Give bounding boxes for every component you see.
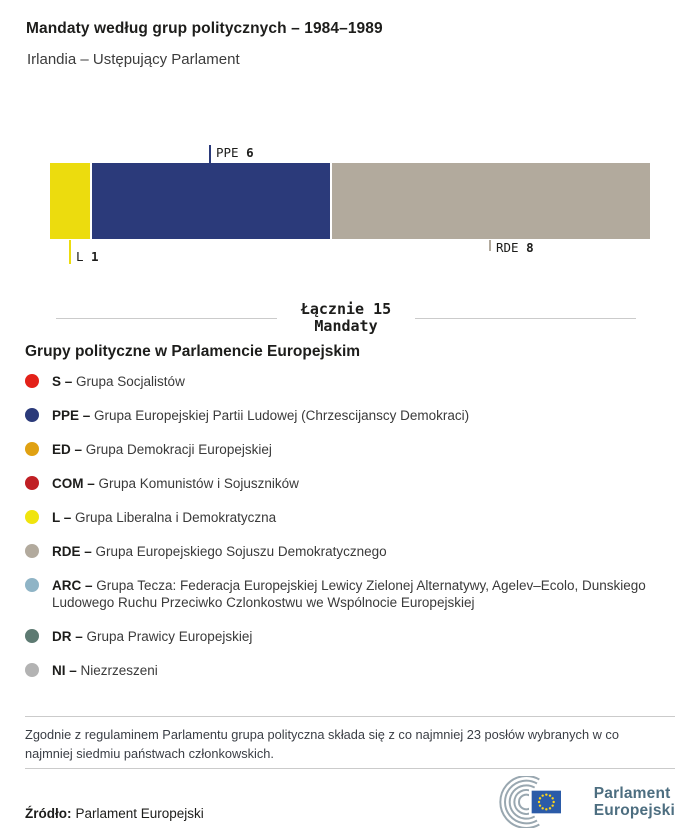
stacked-bar xyxy=(50,163,650,239)
total-seats-line2: Mandaty xyxy=(314,317,378,335)
bar-annotation-ppe xyxy=(209,145,254,163)
chart-area xyxy=(50,145,650,270)
legend-item-arc xyxy=(25,577,673,611)
european-parliament-logo[interactable] xyxy=(497,776,675,828)
legend-item-com xyxy=(25,475,673,492)
bar-segment-ppe[interactable] xyxy=(92,163,330,239)
legend-item-ni xyxy=(25,662,673,679)
bar-annotation-l xyxy=(69,240,99,264)
legend-label: S – Grupa Socjalistów xyxy=(52,374,185,389)
legend-label: RDE – Grupa Europejskiego Sojuszu Demokratycznego xyxy=(52,544,387,559)
tick-mark xyxy=(69,240,71,264)
legend-color-dot xyxy=(25,629,39,643)
legend-item-rde xyxy=(25,543,673,560)
divider-bottom xyxy=(25,768,675,769)
legend-item-ppe xyxy=(25,407,673,424)
legend-color-dot xyxy=(25,510,39,524)
divider-line-right xyxy=(415,318,636,319)
total-seats-block xyxy=(56,301,636,335)
total-seats-label xyxy=(301,301,391,335)
tick-mark xyxy=(489,240,491,251)
legend-item-s xyxy=(25,373,673,390)
legend-color-dot xyxy=(25,442,39,456)
legend-label: L – Grupa Liberalna i Demokratyczna xyxy=(52,510,277,525)
legend-item-dr xyxy=(25,628,673,645)
bar-annotation-rde xyxy=(489,240,534,254)
segment-label: RDE 8 xyxy=(496,240,534,255)
page-title: Mandaty według grup politycznych – 1984–1989 xyxy=(26,20,383,37)
tick-mark xyxy=(209,145,211,163)
legend-label: COM – Grupa Komunistów i Sojuszników xyxy=(52,476,299,491)
ep-logo-line1: Parlament xyxy=(593,785,671,802)
legend-color-dot xyxy=(25,544,39,558)
legend-color-dot xyxy=(25,663,39,677)
legend-color-dot xyxy=(25,476,39,490)
source-label: Źródło: xyxy=(25,806,72,821)
legend-color-dot xyxy=(25,374,39,388)
bar-segment-l[interactable] xyxy=(50,163,90,239)
divider-top xyxy=(25,716,675,717)
legend-heading: Grupy polityczne w Parlamencie Europejskim xyxy=(25,343,361,360)
divider-line-left xyxy=(56,318,277,319)
legend-label: PPE – Grupa Europejskiej Partii Ludowej (Chrzescijanscy Demokraci) xyxy=(52,408,470,423)
legend-label: DR – Grupa Prawicy Europejskiej xyxy=(52,629,253,644)
source-line xyxy=(25,806,204,821)
total-seats-line1: Łącznie 15 xyxy=(300,300,392,318)
legend-color-dot xyxy=(25,578,39,592)
legend-label: ED – Grupa Demokracji Europejskiej xyxy=(52,442,272,457)
legend-color-dot xyxy=(25,408,39,422)
segment-label: L 1 xyxy=(75,249,99,264)
footnote-text: Zgodnie z regulaminem Parlamentu grupa polityczna składa się z co najmniej 23 posłów wybranych w co najmniej siedmiu państwach członkowskich. xyxy=(25,727,619,761)
legend-label: NI – Niezrzeszeni xyxy=(52,663,158,678)
page-subtitle: Irlandia – Ustępujący Parlament xyxy=(27,51,240,68)
segment-label: PPE 6 xyxy=(215,145,254,160)
ep-hemicycle-flag-icon xyxy=(497,776,585,828)
legend-list xyxy=(25,373,673,696)
ep-logo-line2: Europejski xyxy=(593,802,675,819)
legend-label: ARC – Grupa Tecza: Federacja Europejskiej Lewicy Zielonej Alternatywy, Agelev–Ecolo, Dunskiego Ludowego Ruchu Przeciwko Czlonkostwu we Wspólnocie Europejskiej xyxy=(52,578,646,610)
legend-item-ed xyxy=(25,441,673,458)
source-value: Parlament Europejski xyxy=(75,806,204,821)
ep-logo-wordmark xyxy=(594,785,675,819)
legend-item-l xyxy=(25,509,673,526)
bar-segment-rde[interactable] xyxy=(332,163,650,239)
